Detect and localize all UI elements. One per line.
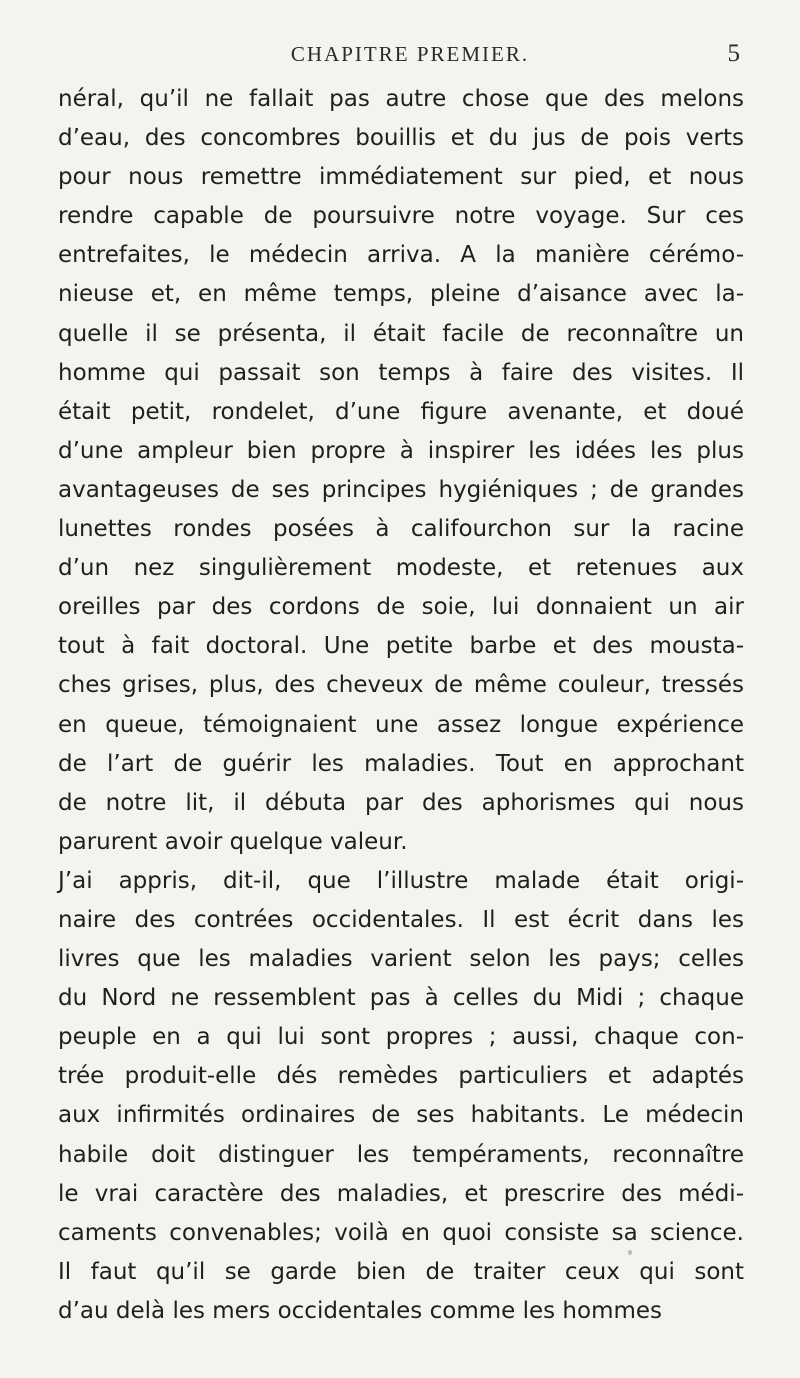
text-line: avantageuses de ses principes hygiéniques ; de grandes — [58, 476, 744, 503]
text-line: trée produit-elle dés remèdes particuliers et adaptés — [58, 1063, 744, 1090]
text-line: le vrai caractère des maladies, et prescrire des médi- — [58, 1180, 744, 1207]
text-line: nieuse et, en même temps, pleine d’aisance avec la- — [58, 281, 744, 308]
running-head — [60, 42, 740, 72]
text-line: d’eau, des concombres bouillis et du jus de pois verts — [58, 125, 744, 152]
text-line: Il faut qu’il se garde bien de traiter ceux qui sont — [58, 1258, 744, 1285]
text-line: peuple en a qui lui sont propres ; aussi, chaque con- — [58, 1024, 744, 1051]
body-text — [58, 80, 744, 1331]
text-line: parurent avoir quelque valeur. — [58, 828, 408, 855]
text-line: aux infirmités ordinaires de ses habitants. Le médecin — [58, 1102, 744, 1129]
text-line: d’une ampleur bien propre à inspirer les idées les plus — [58, 437, 744, 464]
text-line: en queue, témoignaient une assez longue expérience — [58, 711, 744, 738]
text-line: néral, qu’il ne fallait pas autre chose que des melons — [58, 86, 744, 112]
text-line: pour nous remettre immédiatement sur pied, et nous — [58, 164, 744, 191]
text-line: J’ai appris, dit-il, que l’illustre malade était origi- — [58, 867, 744, 894]
text-line: ches grises, plus, des cheveux de même couleur, tressés — [58, 672, 744, 699]
page-number: 5 — [727, 40, 740, 67]
text-line: lunettes rondes posées à califourchon sur la racine — [58, 516, 744, 543]
text-line: d’au delà les mers occidentales comme les hommes — [58, 1297, 663, 1324]
text-line: de notre lit, il débuta par des aphorismes qui nous — [58, 789, 744, 816]
text-line: caments convenables; voilà en quoi consiste sa science. — [58, 1219, 744, 1246]
paper-speck — [628, 1250, 632, 1255]
text-line: oreilles par des cordons de soie, lui donnaient un air — [58, 594, 744, 621]
chapter-title: CHAPITRE PREMIER. — [290, 42, 530, 66]
text-line: naire des contrées occidentales. Il est écrit dans les — [58, 906, 744, 933]
text-line: quelle il se présenta, il était facile de reconnaître un — [58, 320, 744, 347]
text-line: était petit, rondelet, d’une figure avenante, et doué — [58, 398, 744, 425]
text-line: rendre capable de poursuivre notre voyage. Sur ces — [58, 203, 744, 230]
text-line: livres que les maladies varient selon les pays; celles — [58, 946, 744, 973]
text-line: habile doit distinguer les tempéraments, reconnaître — [58, 1141, 744, 1168]
text-line: homme qui passait son temps à faire des visites. Il — [58, 359, 744, 386]
text-line: d’un nez singulièrement modeste, et retenues aux — [58, 555, 744, 582]
text-line: de l’art de guérir les maladies. Tout en approchant — [58, 750, 744, 777]
text-line: entrefaites, le médecin arriva. A la manière cérémo- — [58, 242, 744, 269]
text-line: du Nord ne ressemblent pas à celles du Midi ; chaque — [58, 985, 744, 1012]
text-line: tout à fait doctoral. Une petite barbe et des mousta- — [58, 633, 744, 660]
